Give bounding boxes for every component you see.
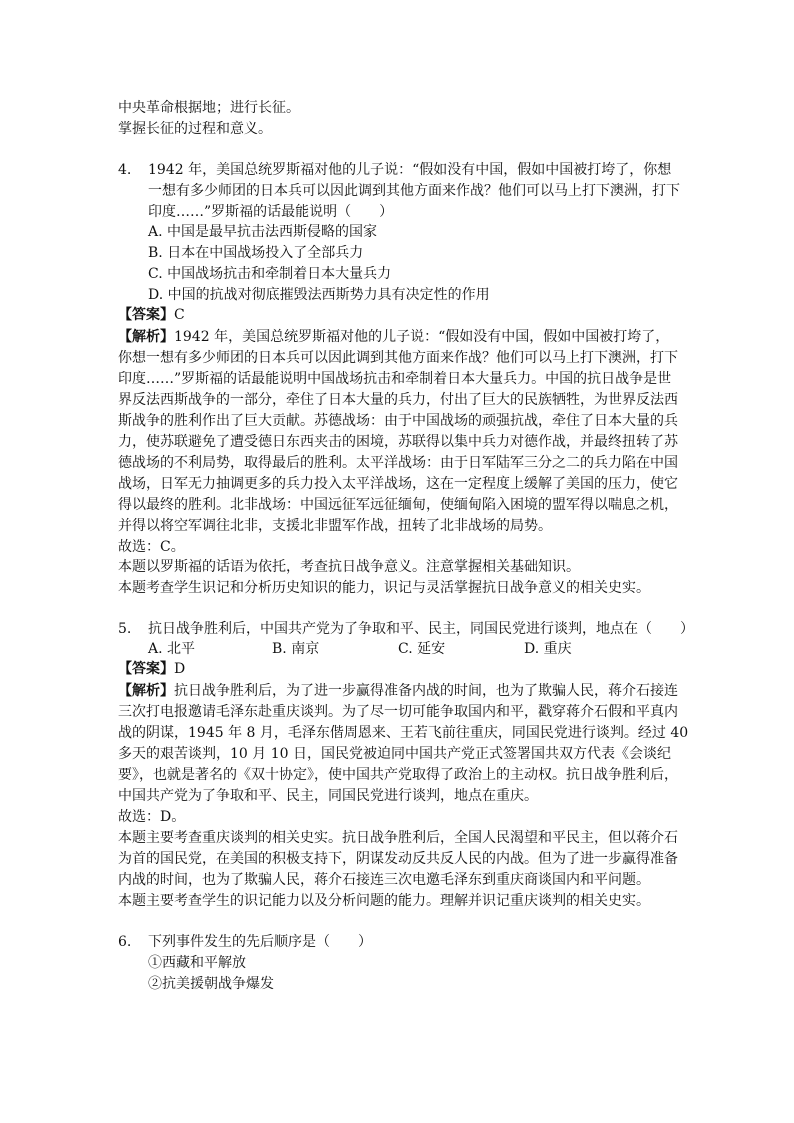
choice-line: 故选：C。 [118,539,185,555]
answer-line [118,305,185,325]
analysis-line: 并得以将空军调往北非，支援北非盟军作战，扭转了北非战场的局势。 [118,518,552,534]
analysis-line: 斯战争的胜利作出了巨大贡献。苏德战场：由于中国战场的顽强抗战，牵住了日本大量的兵 [118,413,678,429]
intro-line: 掌握长征的过程和意义。 [118,121,272,137]
analysis-line: 德战场的不利局势，取得最后的胜利。太平洋战场：由于日军陆军三分之二的兵力陷在中国 [118,455,678,471]
note-line: 为首的国民党，在美国的积极支持下，阴谋发动反共反人民的内战。但为了进一步赢得准备 [118,851,678,867]
analysis-line: 三次打电报邀请毛泽东赴重庆谈判。为了尽一切可能争取国内和平，戳穿蒋介石假和平真内 [118,704,678,720]
analysis-line: 多天的艰苦谈判，10 月 10 日，国民党被迫同中国共产党正式签署国共双方代表《会谈纪 [118,746,671,762]
note-line: 本题考查学生识记和分析历史知识的能力，识记与灵活掌握抗日战争意义的相关史实。 [118,580,650,596]
question-stem-line: 下列事件发生的先后顺序是（ ） [148,934,372,950]
question-stem-line: 1942 年，美国总统罗斯福对他的儿子说：“假如没有中国，假如中国被打垮了，你想 [148,162,672,178]
question-stem-line: 印度……”罗斯福的话最能说明（ ） [148,204,394,220]
question-stem-line: 一想有多少师团的日本兵可以因此调到其他方面来作战？他们可以马上打下澳洲，打下 [148,183,680,199]
option-d: D. 中国的抗战对彻底摧毁法西斯势力具有决定性的作用 [148,287,490,303]
choice-line: 故选：D。 [118,809,186,825]
option-a: A. 中国是最早抗击法西斯侵略的国家 [148,224,378,240]
question-number: 5. [118,621,132,637]
intro-line: 中央革命根据地；进行长征。 [118,100,300,116]
sequence-item: ②抗美援朝战争爆发 [148,976,274,992]
analysis-line [118,681,678,701]
analysis-line: 印度……”罗斯福的话最能说明中国战场抗击和牵制着日本大量兵力。中国的抗日战争是世 [118,371,672,387]
option-c: C. 中国战场抗击和牵制着日本大量兵力 [148,266,392,282]
analysis-text: 抗日战争胜利后，为了进一步赢得准备内战的时间，也为了欺骗人民，蒋介石接连 [174,683,678,699]
option-b: B. 南京 [272,641,320,657]
analysis-line [118,327,669,347]
option-c: C. 延安 [398,641,446,657]
analysis-line: 你想一想有多少师团的日本兵可以因此调到其他方面来作战？他们可以马上打下澳洲，打下 [118,350,678,366]
question-stem-line: 抗日战争胜利后，中国共产党为了争取和平、民主，同国民党进行谈判，地点在（ ） [148,621,694,637]
analysis-text: 1942 年，美国总统罗斯福对他的儿子说：“假如没有中国，假如中国被打垮了， [174,329,670,345]
answer-value: C [174,307,185,323]
sequence-item: ①西藏和平解放 [148,955,246,971]
note-line: 内战的时间，也为了欺骗人民，蒋介石接连三次电邀毛泽东到重庆商谈国内和平问题。 [118,872,650,888]
answer-tag: 【答案】 [118,661,174,677]
analysis-line: 战的阴谋，1945 年 8 月，毛泽东偕周恩来、王若飞前往重庆，同国民党进行谈判。经过 40 [118,725,689,741]
note-line: 本题主要考查学生的识记能力以及分析问题的能力。理解并识记重庆谈判的相关史实。 [118,893,650,909]
answer-value: D [174,661,186,677]
analysis-line: 战场，日军无力抽调更多的兵力投入太平洋战场，这在一定程度上缓解了美国的压力，使它 [118,476,678,492]
analysis-line: 力，使苏联避免了遭受德日东西夹击的困境，苏联得以集中兵力对德作战，并最终扭转了苏 [118,434,678,450]
analysis-line: 中国共产党为了争取和平、民主，同国民党进行谈判，地点在重庆。 [118,788,538,804]
option-d: D. 重庆 [524,641,572,657]
note-line: 本题主要考查重庆谈判的相关史实。抗日战争胜利后，全国人民渴望和平民主，但以蒋介石 [118,830,678,846]
question-number: 6. [118,934,132,950]
answer-line [118,659,185,679]
note-line: 本题以罗斯福的话语为依托，考查抗日战争意义。注意掌握相关基础知识。 [118,559,580,575]
analysis-line: 界反法西斯战争的一部分，牵住了日本大量的兵力，付出了巨大的民族牺牲，为世界反法西 [118,392,678,408]
analysis-line: 得以最终的胜利。北非战场：中国远征军远征缅甸，使缅甸陷入困境的盟军得以喘息之机， [118,497,678,513]
analysis-line: 要》，也就是著名的《双十协定》，使中国共产党取得了政治上的主动权。抗日战争胜利后， [118,767,678,783]
option-b: B. 日本在中国战场投入了全部兵力 [148,245,364,261]
question-number: 4. [118,162,132,178]
analysis-tag: 【解析】 [118,329,174,345]
option-a: A. 北平 [148,641,196,657]
answer-tag: 【答案】 [118,307,174,323]
analysis-tag: 【解析】 [118,683,174,699]
